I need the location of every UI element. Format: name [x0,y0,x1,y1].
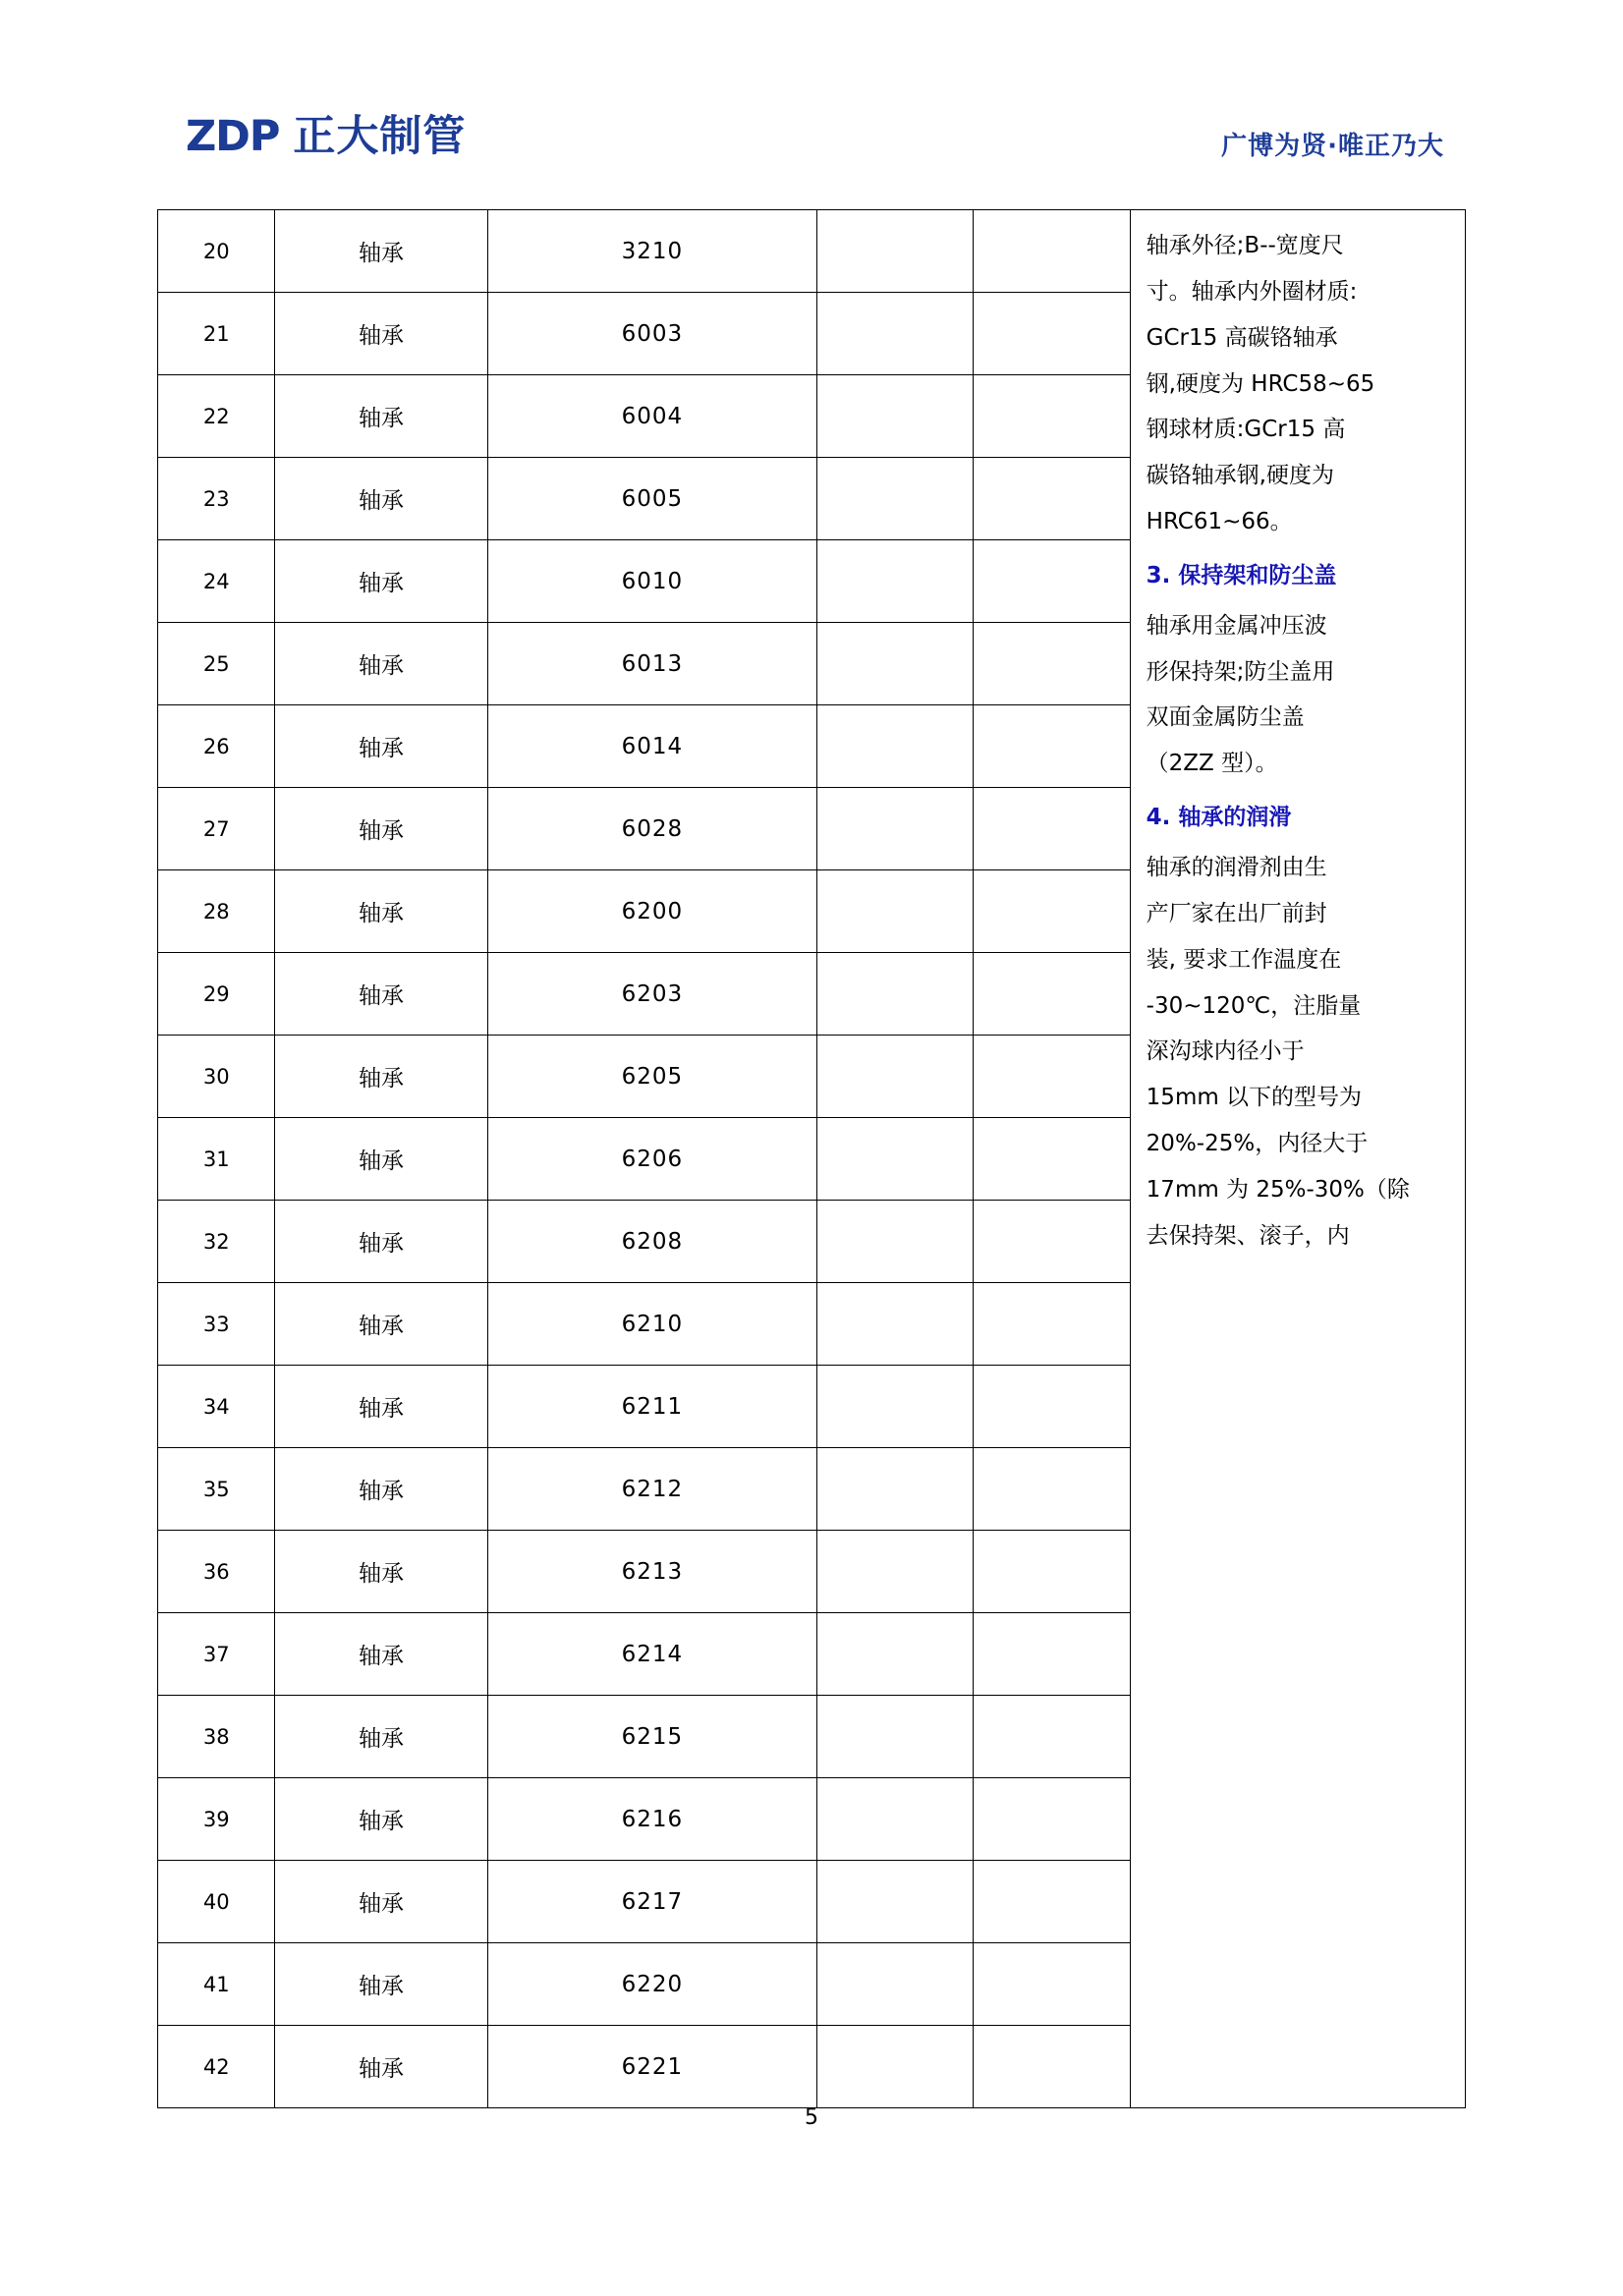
cell-blank-1 [817,1118,974,1201]
cell-part-name: 轴承 [275,1696,487,1778]
cell-blank-1 [817,375,974,458]
cell-model: 6004 [487,375,817,458]
cell-blank-1 [817,2026,974,2108]
cell-blank-2 [974,870,1130,953]
cell-model: 6206 [487,1118,817,1201]
cell-blank-1 [817,1448,974,1531]
cell-blank-1 [817,210,974,293]
cell-index: 33 [158,1283,275,1366]
notes-line: 钢球材质:GCr15 高 [1146,417,1346,443]
notes-line: 去保持架、滚子，内 [1146,1222,1350,1249]
cell-part-name: 轴承 [275,1943,487,2026]
cell-index: 22 [158,375,275,458]
cell-blank-2 [974,540,1130,623]
cell-blank-2 [974,1283,1130,1366]
cell-blank-1 [817,1036,974,1118]
notes-line: 寸。轴承内外圈材质: [1146,278,1358,305]
cell-index: 32 [158,1201,275,1283]
cell-index: 41 [158,1943,275,2026]
cell-index: 42 [158,2026,275,2108]
cell-part-name: 轴承 [275,870,487,953]
cell-model: 6212 [487,1448,817,1531]
cell-model: 6208 [487,1201,817,1283]
cell-model: 6205 [487,1036,817,1118]
cell-part-name: 轴承 [275,1861,487,1943]
cell-index: 40 [158,1861,275,1943]
cell-part-name: 轴承 [275,458,487,540]
cell-blank-2 [974,210,1130,293]
cell-blank-1 [817,870,974,953]
notes-line: 轴承外径;B--宽度尺 [1146,233,1344,258]
cell-blank-2 [974,705,1130,788]
cell-index: 28 [158,870,275,953]
cell-blank-2 [974,1036,1130,1118]
cell-model: 6217 [487,1861,817,1943]
cell-blank-1 [817,953,974,1036]
cell-model: 6215 [487,1696,817,1778]
cell-model: 6203 [487,953,817,1036]
cell-part-name: 轴承 [275,623,487,705]
notes-heading: 4. 轴承的润滑 [1146,805,1292,831]
notes-line: 双面金属防尘盖 [1146,704,1305,731]
notes-cell [1130,210,1465,2108]
cell-model: 3210 [487,210,817,293]
page-number: 5 [805,2105,818,2130]
cell-blank-2 [974,1943,1130,2026]
cell-blank-1 [817,1696,974,1778]
cell-model: 6221 [487,2026,817,2108]
notes-line: （2ZZ 型）。 [1146,751,1278,777]
cell-blank-2 [974,1861,1130,1943]
notes-line: HRC61~66。 [1146,509,1293,535]
cell-blank-1 [817,1778,974,1861]
cell-blank-1 [817,1531,974,1613]
notes-line: 轴承的润滑剂由生 [1146,854,1327,880]
logo-mark-text: ZDP [186,112,280,161]
cell-part-name: 轴承 [275,705,487,788]
cell-part-name: 轴承 [275,540,487,623]
cell-index: 31 [158,1118,275,1201]
company-slogan: 广博为贤·唯正乃大 [1221,132,1444,161]
notes-heading: 3. 保持架和防尘盖 [1146,562,1337,588]
cell-blank-1 [817,1201,974,1283]
company-logo [184,112,467,161]
cell-blank-1 [817,1861,974,1943]
cell-blank-1 [817,1613,974,1696]
cell-model: 6213 [487,1531,817,1613]
cell-blank-1 [817,1366,974,1448]
cell-index: 35 [158,1448,275,1531]
cell-index: 36 [158,1531,275,1613]
cell-part-name: 轴承 [275,375,487,458]
cell-part-name: 轴承 [275,1613,487,1696]
cell-blank-1 [817,293,974,375]
cell-blank-2 [974,1366,1130,1448]
cell-part-name: 轴承 [275,293,487,375]
notes-line: 装, 要求工作温度在 [1146,946,1342,973]
cell-blank-2 [974,1201,1130,1283]
cell-index: 38 [158,1696,275,1778]
cell-part-name: 轴承 [275,788,487,870]
cell-blank-2 [974,788,1130,870]
cell-blank-2 [974,293,1130,375]
cell-blank-1 [817,705,974,788]
cell-blank-2 [974,1696,1130,1778]
notes-line: 深沟球内径小于 [1146,1038,1305,1065]
notes-line: 产厂家在出厂前封 [1146,900,1327,926]
cell-blank-2 [974,458,1130,540]
cell-model: 6014 [487,705,817,788]
cell-part-name: 轴承 [275,1036,487,1118]
cell-part-name: 轴承 [275,2026,487,2108]
notes-body [1147,224,1453,1259]
notes-line: GCr15 高碳铬轴承 [1146,324,1338,351]
notes-line: 碳铬轴承钢,硬度为 [1146,463,1334,489]
cell-index: 25 [158,623,275,705]
bearing-parts-table [157,209,1466,2108]
table-body [158,210,1466,2108]
cell-index: 34 [158,1366,275,1448]
cell-index: 26 [158,705,275,788]
cell-blank-2 [974,1531,1130,1613]
cell-blank-2 [974,2026,1130,2108]
cell-part-name: 轴承 [275,1531,487,1613]
cell-index: 37 [158,1613,275,1696]
cell-model: 6210 [487,1283,817,1366]
cell-model: 6028 [487,788,817,870]
cell-blank-2 [974,1118,1130,1201]
cell-part-name: 轴承 [275,1118,487,1201]
cell-model: 6013 [487,623,817,705]
cell-index: 20 [158,210,275,293]
notes-line: 15mm 以下的型号为 [1146,1085,1363,1111]
page-footer [0,2105,1623,2130]
cell-index: 23 [158,458,275,540]
cell-part-name: 轴承 [275,1366,487,1448]
notes-line: -30~120℃，注脂量 [1146,992,1362,1019]
cell-blank-1 [817,458,974,540]
cell-model: 6005 [487,458,817,540]
table-row [158,210,1466,293]
cell-blank-1 [817,623,974,705]
cell-part-name: 轴承 [275,1448,487,1531]
cell-blank-1 [817,1943,974,2026]
cell-blank-2 [974,1613,1130,1696]
notes-line: 轴承用金属冲压波 [1146,612,1327,639]
cell-blank-2 [974,623,1130,705]
cell-blank-2 [974,375,1130,458]
cell-blank-1 [817,788,974,870]
cell-blank-2 [974,1778,1130,1861]
cell-part-name: 轴承 [275,1201,487,1283]
cell-index: 29 [158,953,275,1036]
cell-index: 39 [158,1778,275,1861]
cell-part-name: 轴承 [275,1778,487,1861]
notes-line: 形保持架;防尘盖用 [1146,658,1335,685]
cell-model: 6010 [487,540,817,623]
cell-model: 6211 [487,1366,817,1448]
notes-line: 20%-25%，内径大于 [1146,1131,1369,1157]
notes-line: 17mm 为 25%-30%（除 [1146,1176,1410,1203]
cell-model: 6200 [487,870,817,953]
notes-line: 钢,硬度为 HRC58~65 [1146,370,1375,397]
cell-index: 27 [158,788,275,870]
cell-index: 24 [158,540,275,623]
logo-company-name: 正大制管 [293,112,467,161]
cell-part-name: 轴承 [275,1283,487,1366]
cell-blank-1 [817,540,974,623]
cell-blank-2 [974,1448,1130,1531]
cell-model: 6214 [487,1613,817,1696]
cell-index: 21 [158,293,275,375]
cell-model: 6003 [487,293,817,375]
cell-model: 6220 [487,1943,817,2026]
cell-blank-2 [974,953,1130,1036]
page-header [157,112,1466,185]
cell-model: 6216 [487,1778,817,1861]
cell-blank-1 [817,1283,974,1366]
cell-part-name: 轴承 [275,953,487,1036]
cell-index: 30 [158,1036,275,1118]
cell-part-name: 轴承 [275,210,487,293]
